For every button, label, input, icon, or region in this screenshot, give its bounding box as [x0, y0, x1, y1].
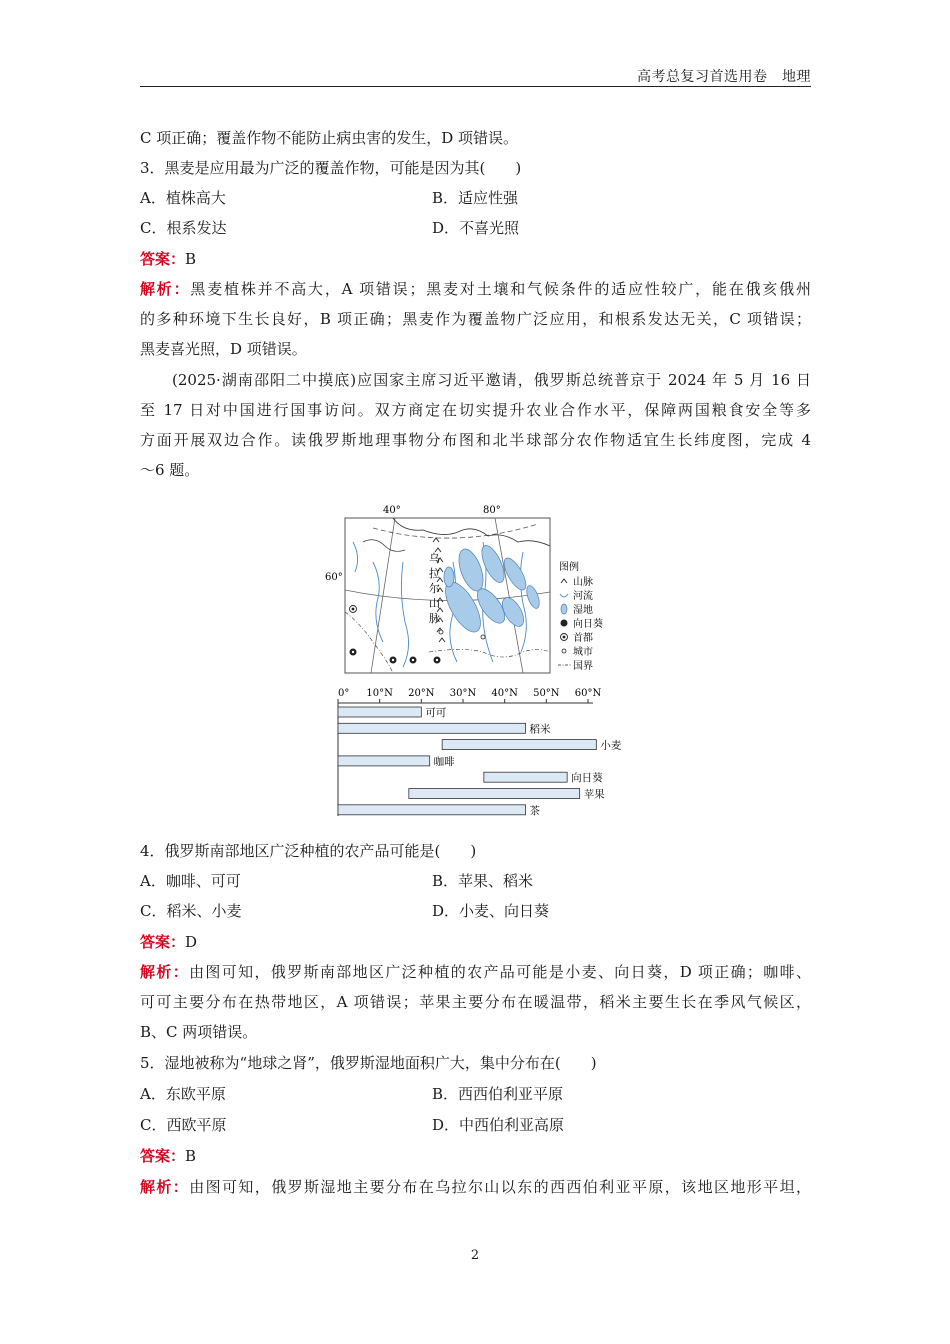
explanation-text: 可可主要分布在热带地区，A 项错误；苹果主要分布在暖温带，稻米主要生长在季风气候区， [140, 993, 811, 1011]
explanation-text: 由图可知，俄罗斯南部地区广泛种植的农产品可能是小麦、向日葵，D 项正确；咖啡、 [189, 963, 811, 981]
chart-bar [338, 756, 430, 766]
option-3c: C．根系发达 [140, 219, 227, 237]
answer-5 [140, 1146, 196, 1166]
answer-value: B [185, 1147, 197, 1165]
mountain-char: 山 [429, 597, 440, 610]
explanation-3-line2 [140, 309, 811, 329]
chart-bar-label: 咖啡 [433, 755, 455, 768]
explanation-5-line1 [140, 1177, 811, 1197]
explanation-text: 黑麦植株并不高大，A 项错误；黑麦对土壤和气候条件的适应性较广，能在俄亥俄州 [190, 280, 811, 298]
lat-label-60: 60° [325, 572, 343, 583]
mountain-char: 脉 [429, 612, 440, 625]
chart-bar [484, 772, 567, 782]
chart-bar-label: 可可 [425, 707, 447, 719]
intro-line1 [172, 370, 811, 390]
answer-label: 答案： [140, 1147, 186, 1165]
chart-bar [338, 723, 526, 733]
chart-tick-label: 30°N [449, 688, 477, 699]
legend-item: 首都 [573, 633, 593, 644]
intro-line3 [140, 430, 811, 450]
map-legend [558, 560, 603, 672]
option-5a: A．东欧平原 [140, 1085, 226, 1103]
explanation-3-line1 [140, 279, 811, 299]
legend-item: 山脉 [573, 577, 593, 588]
lon-label-80: 80° [483, 505, 501, 516]
answer-3 [140, 249, 196, 269]
explanation-text: 的多种环境下生长良好，B 项正确；黑麦作为覆盖物广泛应用，和根系发达无关，C 项错误； [140, 310, 811, 328]
option-5c: C．西欧平原 [140, 1116, 227, 1134]
explanation-label: 解析： [140, 963, 190, 981]
chart-bar [409, 789, 580, 799]
intro-text: 方面开展双边合作。读俄罗斯地理事物分布图和北半球部分农作物适宜生长纬度图，完成 4 [140, 431, 811, 449]
chart-bar [442, 740, 596, 750]
legend-title: 图例 [559, 562, 579, 573]
chart-bar-label: 茶 [529, 804, 540, 817]
chart-tick-label: 10°N [366, 688, 393, 699]
chart-tick-label: 60°N [574, 688, 602, 699]
option-3b: B．适应性强 [432, 189, 519, 207]
chart-bar-label: 苹果 [583, 788, 605, 801]
explanation-label: 解析： [140, 280, 191, 298]
option-4c: C．稻米、小麦 [140, 902, 242, 920]
question-5: 5．湿地被称为“地球之肾”，俄罗斯湿地面积广大，集中分布在( ) [140, 1054, 597, 1072]
chart-bar-label: 向日葵 [571, 772, 603, 785]
explanation-label: 解析： [140, 1178, 190, 1196]
explanation-text: 由图可知，俄罗斯湿地主要分布在乌拉尔山以东的西西伯利亚平原，该地区地形平坦， [189, 1178, 811, 1196]
latitude-chart [338, 688, 622, 817]
header-title: 高考总复习首选用卷 地理 [637, 69, 811, 85]
chart-bar-label: 小麦 [600, 739, 622, 752]
explanation-4-line1 [140, 962, 811, 982]
option-4a: A．咖啡、可可 [140, 872, 241, 890]
option-5b: B．西西伯利亚平原 [432, 1085, 564, 1103]
city-legend-icon [562, 649, 566, 653]
explanation-3-line3: 黑麦喜光照，D 项错误。 [140, 340, 307, 358]
answer-label: 答案： [140, 933, 186, 951]
text-line: C 项正确；覆盖作物不能防止病虫害的发生，D 项错误。 [140, 129, 519, 147]
sunflower-icon [561, 620, 568, 627]
answer-4 [140, 932, 197, 952]
intro-line2 [140, 400, 811, 420]
option-3a: A．植株高大 [140, 189, 226, 207]
figure [325, 502, 625, 820]
chart-bar-label: 稻米 [529, 723, 551, 736]
mountain-icon [561, 579, 567, 583]
russia-map [325, 505, 603, 673]
page-header [140, 64, 811, 87]
page-number: 2 [470, 1248, 480, 1263]
answer-value: D [185, 933, 198, 951]
legend-item: 河流 [573, 591, 593, 602]
figure-svg [325, 502, 625, 820]
chart-bar [338, 805, 526, 815]
option-4b: B．苹果、稻米 [432, 872, 534, 890]
mountain-char: 乌 [429, 552, 440, 565]
mountain-char: 拉 [429, 567, 440, 580]
answer-value: B [185, 250, 197, 268]
chart-tick-label: 50°N [533, 688, 560, 699]
legend-item: 湿地 [573, 605, 593, 616]
option-4d: D．小麦、向日葵 [432, 902, 550, 920]
legend-item: 国界 [573, 661, 593, 672]
explanation-4-line2 [140, 992, 811, 1012]
intro-line4: ～6 题。 [140, 461, 200, 479]
mountain-char: 尔 [429, 582, 440, 595]
chart-bar [338, 707, 421, 717]
chart-tick-label: 40°N [491, 688, 518, 699]
legend-item: 城市 [573, 647, 593, 658]
question-3: 3．黑麦是应用最为广泛的覆盖作物，可能是因为其( ) [140, 159, 522, 177]
lon-label-40: 40° [383, 505, 401, 516]
chart-tick-label: 20°N [408, 688, 435, 699]
question-4: 4．俄罗斯南部地区广泛种植的农产品可能是( ) [140, 842, 477, 860]
option-5d: D．中西伯利亚高原 [432, 1116, 565, 1134]
answer-label: 答案： [140, 250, 186, 268]
legend-item: 向日葵 [573, 619, 603, 630]
intro-text: 至 17 日对中国进行国事访问。双方商定在切实提升农业合作水平，保障两国粮食安全等多 [140, 401, 811, 419]
chart-tick-label: 0° [338, 688, 350, 699]
intro-text: (2025·湖南邵阳二中摸底)应国家主席习近平邀请，俄罗斯总统普京于 2024 年 5 月 16 日 [172, 371, 811, 389]
explanation-4-line3: B、C 两项错误。 [140, 1023, 258, 1041]
river-icon [560, 594, 568, 597]
wetland-icon [561, 604, 567, 614]
option-3d: D．不喜光照 [432, 219, 520, 237]
